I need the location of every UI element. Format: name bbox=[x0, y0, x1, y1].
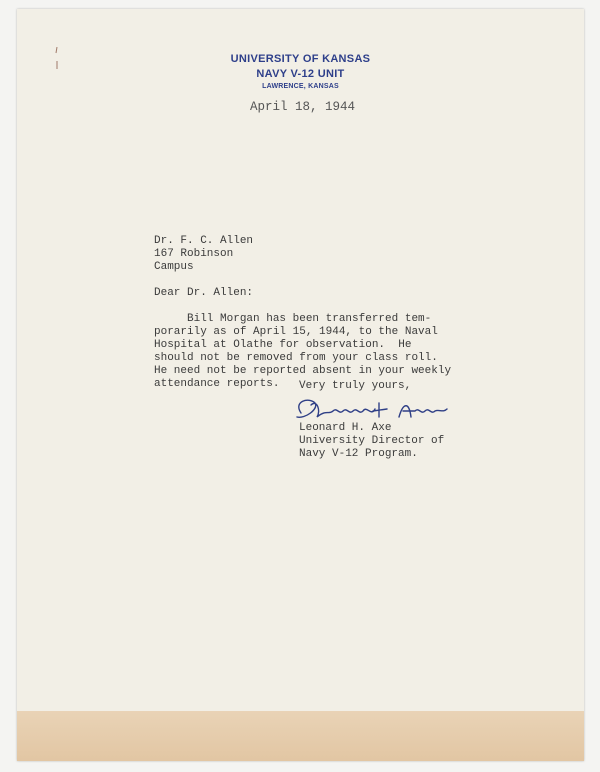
closing: Very truly yours, bbox=[299, 380, 412, 392]
recipient-address: 167 Robinson bbox=[154, 248, 234, 260]
body-line: He need not be reported absent in your weekly bbox=[154, 365, 452, 377]
letterhead-location: LAWRENCE, KANSAS bbox=[262, 83, 339, 90]
body-line: porarily as of April 15, 1944, to the Naval bbox=[154, 326, 438, 338]
paper-stain bbox=[17, 711, 584, 761]
body-line: Bill Morgan has been transferred tem- bbox=[154, 313, 432, 325]
letterhead-unit: NAVY V-12 UNIT bbox=[256, 68, 345, 80]
signer-title: Navy V-12 Program. bbox=[299, 448, 418, 460]
letter-sheet bbox=[17, 9, 584, 761]
recipient-name: Dr. F. C. Allen bbox=[154, 235, 254, 247]
salutation: Dear Dr. Allen: bbox=[154, 287, 254, 299]
signer-name: Leonard H. Axe bbox=[299, 422, 392, 434]
body-line: should not be removed from your class roll. bbox=[154, 352, 438, 364]
body-line: Hospital at Olathe for observation. He bbox=[154, 339, 412, 351]
signer-title: University Director of bbox=[299, 435, 445, 447]
letterhead-university: UNIVERSITY OF KANSAS bbox=[230, 53, 371, 65]
body-line: attendance reports. bbox=[154, 378, 280, 390]
recipient-location: Campus bbox=[154, 261, 194, 273]
letter-date: April 18, 1944 bbox=[250, 100, 356, 114]
